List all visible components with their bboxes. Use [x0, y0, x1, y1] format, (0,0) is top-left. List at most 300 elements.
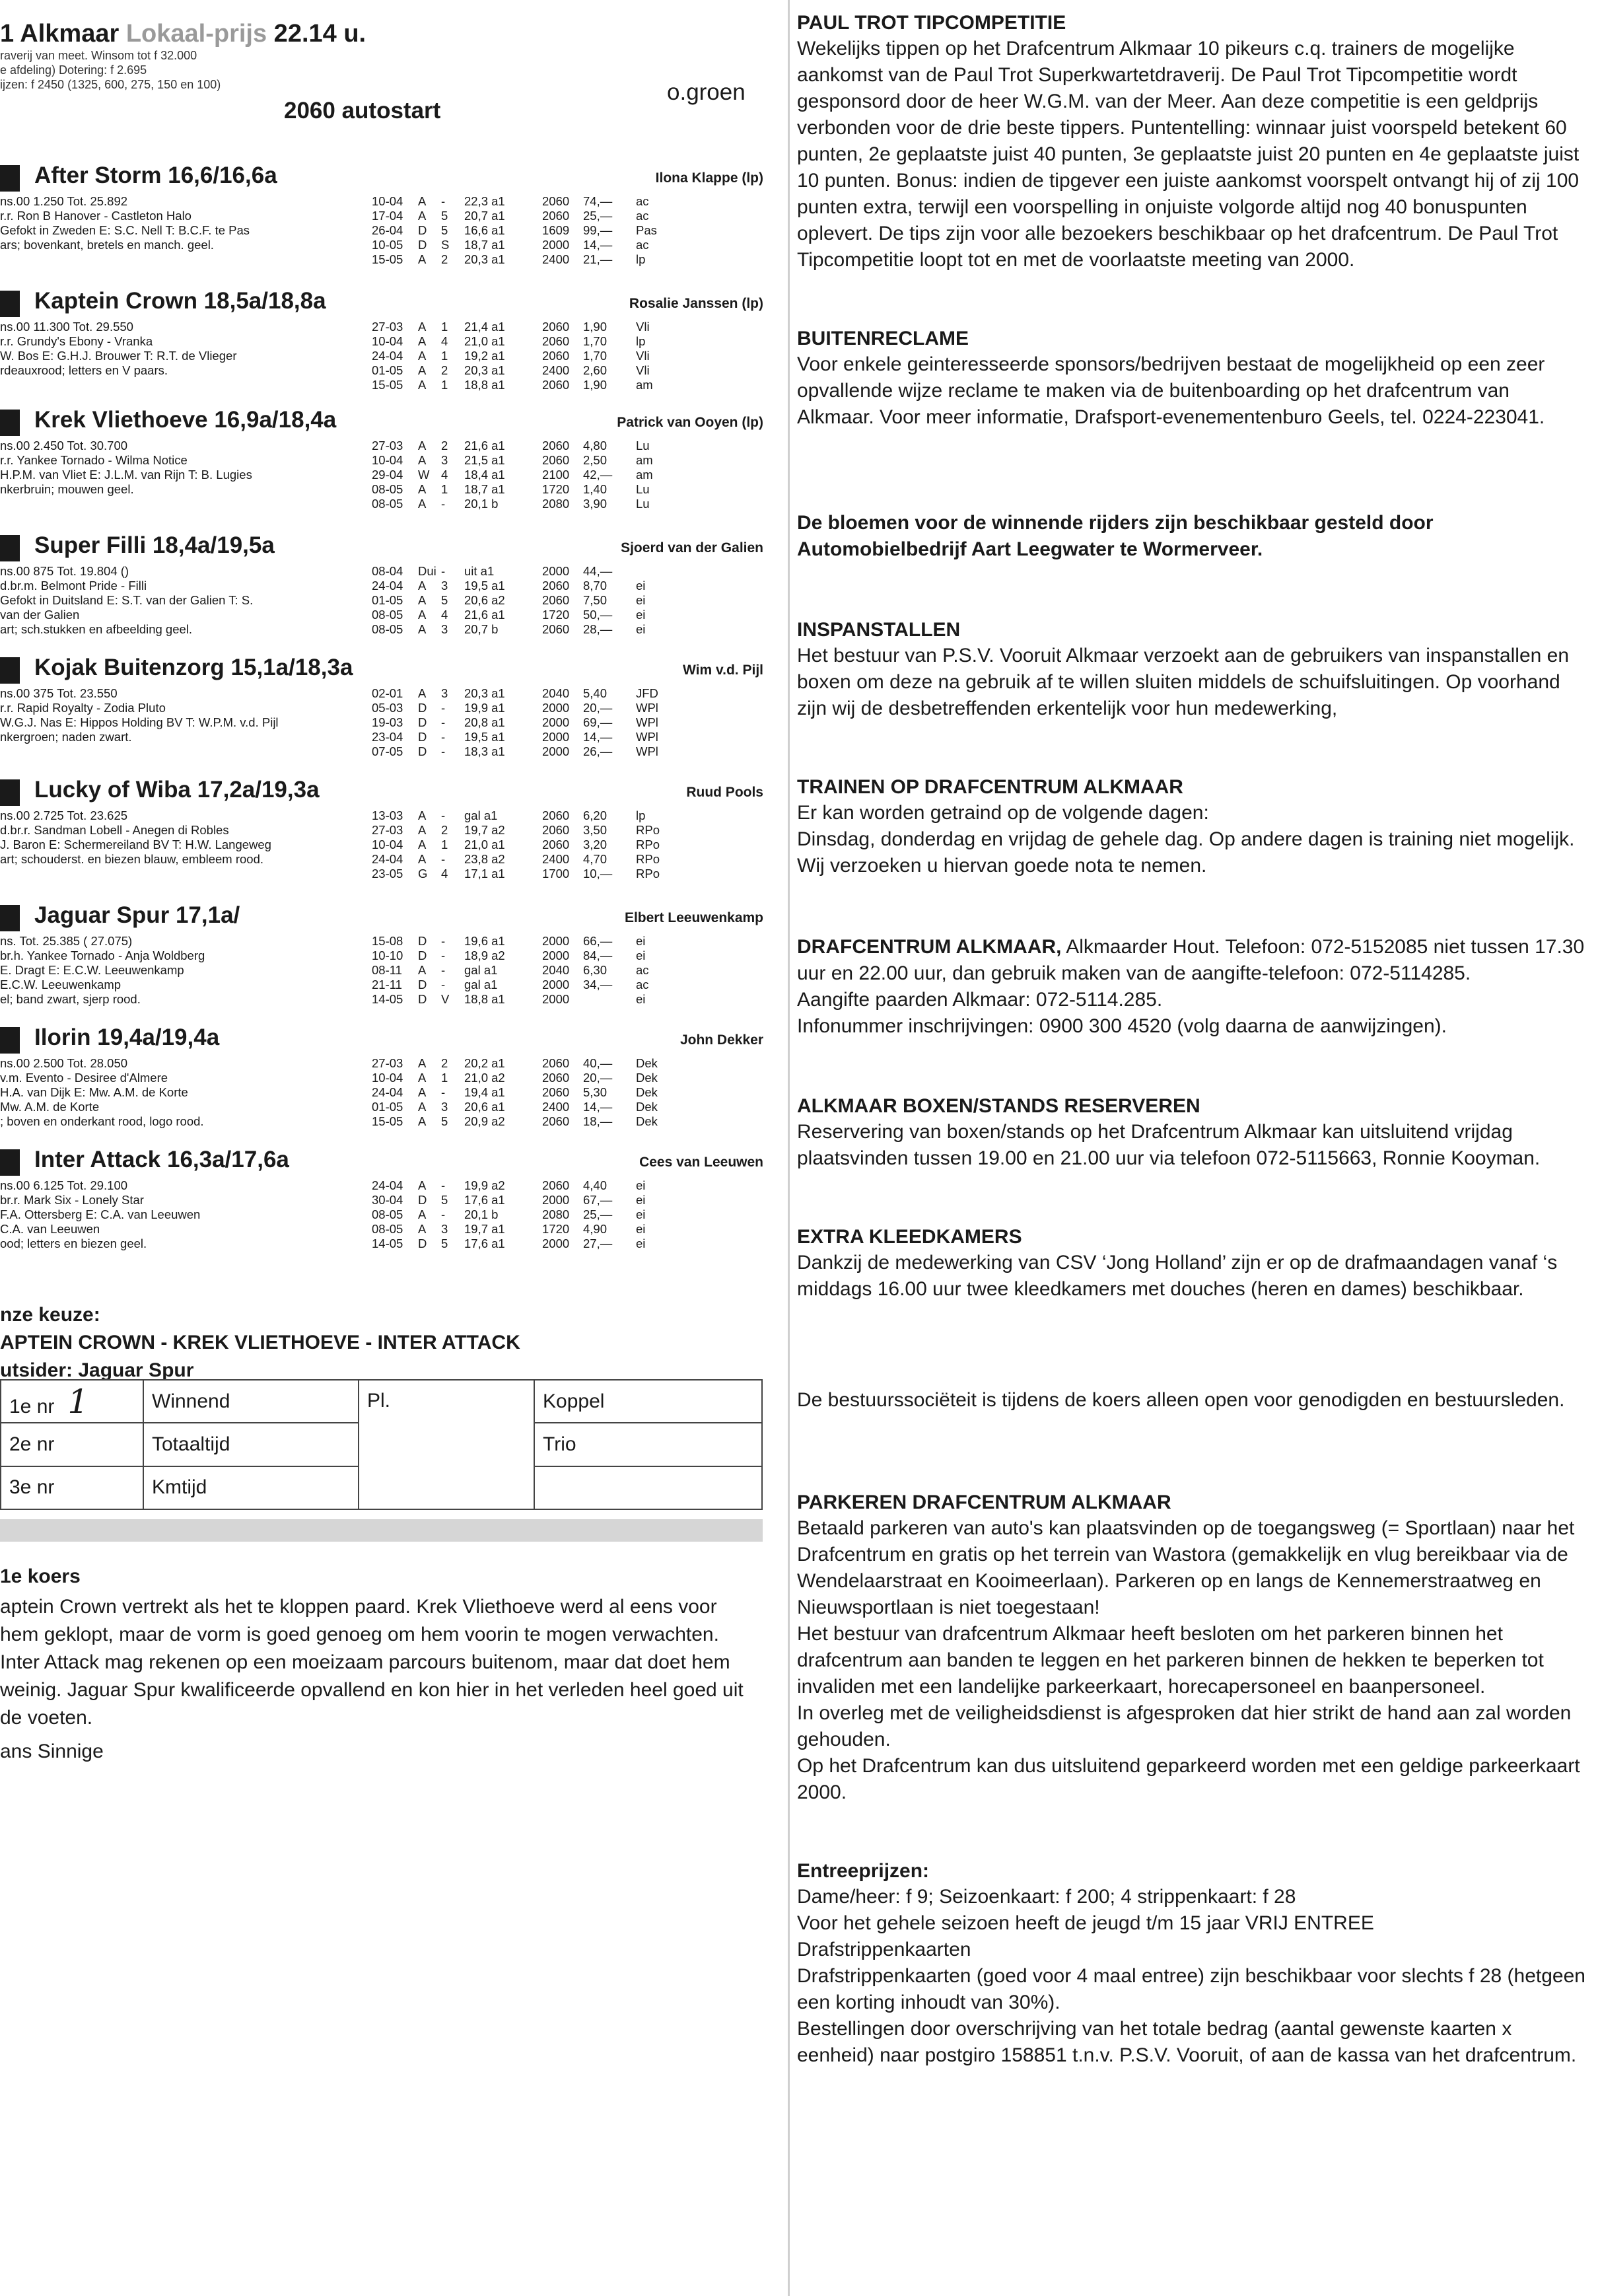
result-cell: A	[418, 1207, 427, 1221]
result-cell: 2060	[542, 622, 570, 636]
result-cell: 07-05	[372, 744, 403, 758]
horse-info-line: v.m. Evento - Desiree d'Almere	[0, 1071, 168, 1085]
horse-info	[0, 934, 366, 1007]
result-row	[372, 593, 715, 608]
result-cell: -	[441, 963, 446, 977]
result-cell: 5	[441, 593, 448, 607]
result-cell: 4,40	[583, 1178, 608, 1192]
result-cell: A	[418, 1056, 427, 1070]
result-row	[372, 744, 715, 759]
result-cell: Vli	[636, 349, 650, 363]
result-cell: A	[418, 1100, 427, 1114]
result-cell: 99,—	[583, 223, 613, 237]
result-cell: 2,50	[583, 453, 608, 467]
result-row	[372, 730, 715, 744]
horse-info-line: el; band zwart, sjerp rood.	[0, 992, 141, 1006]
section-buitenreclame	[797, 326, 1589, 431]
section-text: Dankzij de medewerking van CSV ‘Jong Holland’ zijn er op de drafmaandagen vanaf ‘s middags 16.00 uur twee kleedkamers met douches (heren en dames) beschikbaar.	[797, 1252, 1558, 1300]
section-entreeprijzen	[797, 1859, 1589, 2069]
horse-info	[0, 320, 366, 378]
section-tipcompetitie	[797, 11, 1589, 273]
result-cell: 14-05	[372, 1237, 403, 1250]
result-cell: 74,—	[583, 194, 613, 208]
result-cell: -	[441, 852, 446, 866]
result-cell: 2040	[542, 963, 570, 977]
horse-info-line: ns.00 375 Tot. 23.550	[0, 686, 118, 700]
result-cell: 18,8 a1	[464, 992, 505, 1006]
result-cell: 10-04	[372, 453, 403, 467]
race-column	[0, 0, 773, 2296]
result-row	[372, 1056, 715, 1071]
result-row	[372, 1237, 715, 1251]
result-cell: -	[441, 978, 446, 991]
result-cell: 19,6 a1	[464, 934, 505, 948]
horse-info-line: ns.00 875 Tot. 19.804 ()	[0, 564, 129, 578]
result-row	[372, 468, 715, 482]
race-preview-text: aptein Crown vertrekt als het te kloppen paard. Krek Vliethoeve werd al eens voor hem geklopt, maar de vorm is goed genoeg om hem voorin te mogen verwachten. Inter Attack mag rekenen op een moeizaam parcours buitenom, maar dat doet hem weinig. Jaguar Spur kwalificeerde opvallend en kon hier in het verleden heel goed uit de voeten.	[0, 1596, 744, 1729]
result-cell: 5	[441, 223, 448, 237]
result-cell: 2060	[542, 453, 570, 467]
result-cell: RPo	[636, 852, 660, 866]
section-kleedkamers	[797, 1225, 1589, 1303]
horse-info-line: br.r. Mark Six - Lonely Star	[0, 1193, 144, 1207]
result-cell: A	[418, 1114, 427, 1128]
result-cell: 4	[441, 334, 448, 348]
horse-number-block	[0, 291, 20, 317]
horse-entry	[0, 288, 766, 410]
bet-cell	[534, 1466, 762, 1509]
result-cell: V	[441, 992, 450, 1006]
horse-info-line: ns.00 2.725 Tot. 23.625	[0, 808, 128, 822]
result-cell: 2000	[542, 744, 570, 758]
result-cell: 08-05	[372, 1222, 403, 1236]
section-text: Het bestuur van drafcentrum Alkmaar heeft besloten om het parkeren binnen het drafcentrum aan banden te leggen en het parkeren binnen de hekken te beperken tot invaliden met een landelijke parkeerkaart, horecapersoneel en baanpersoneel.	[797, 1623, 1544, 1698]
result-cell: 2	[441, 1056, 448, 1070]
result-cell: ac	[636, 963, 649, 977]
section-inspanstallen	[797, 618, 1589, 722]
result-cell: 5	[441, 209, 448, 223]
result-row	[372, 715, 715, 730]
result-cell: ei	[636, 949, 646, 962]
section-text: Voor het gehele seizoen heeft de jeugd t/m 15 jaar VRIJ ENTREE	[797, 1912, 1374, 1934]
result-cell: 15-05	[372, 378, 403, 392]
result-cell: Vli	[636, 320, 650, 334]
result-cell: A	[418, 497, 427, 511]
section-text: De bloemen voor de winnende rijders zijn beschikbaar gesteld door Automobielbedrijf Aart Leegwater te Wormerveer.	[797, 512, 1434, 560]
result-cell: ei	[636, 579, 646, 592]
result-cell: ac	[636, 209, 649, 223]
result-row	[372, 194, 715, 209]
result-cell: 23,8 a2	[464, 852, 505, 866]
result-cell: 5,40	[583, 686, 608, 700]
result-cell: G	[418, 867, 428, 880]
result-cell: 10-05	[372, 238, 403, 252]
result-row	[372, 223, 715, 238]
horse-info-line: van der Galien	[0, 608, 80, 622]
result-cell: 4	[441, 608, 448, 622]
horse-info	[0, 1178, 366, 1251]
result-cell: 66,—	[583, 934, 613, 948]
result-cell: -	[441, 808, 446, 822]
horse-info-line: d.br.r. Sandman Lobell - Anegen di Robles	[0, 823, 229, 837]
horse-driver: Patrick van Ooyen (lp)	[617, 415, 763, 430]
result-cell: 2	[441, 823, 448, 837]
section-text: Voor enkele geinteresseerde sponsors/bedrijven bestaat de mogelijkheid op een zeer opvallende wijze reclame te maken via de buitenboarding op het drafcentrum van Alkmaar. Voor meer informatie, Drafsport-evenementenburo Geels, tel. 0224-223041.	[797, 353, 1545, 428]
result-row	[372, 1222, 715, 1237]
result-cell: A	[418, 579, 427, 592]
horse-entry	[0, 1024, 766, 1146]
horse-number-block	[0, 657, 20, 684]
result-cell: 4,80	[583, 439, 608, 452]
grey-divider-bar	[0, 1519, 763, 1542]
horse-number-block	[0, 410, 20, 436]
result-cell: 2000	[542, 701, 570, 715]
horse-entry	[0, 532, 766, 654]
section-text: In overleg met de veiligheidsdienst is afgesproken dat hier strikt de hand aan zal worden gehouden.	[797, 1702, 1572, 1750]
section-title: Entreeprijzen:	[797, 1860, 930, 1882]
horse-info	[0, 686, 366, 744]
result-cell: A	[418, 593, 427, 607]
bet-cell: 3e nr	[1, 1466, 143, 1509]
result-cell: Lu	[636, 482, 650, 496]
result-cell: 21,5 a1	[464, 453, 505, 467]
result-row	[372, 579, 715, 593]
result-cell: 2060	[542, 194, 570, 208]
horse-name: Kojak Buitenzorg 15,1a/18,3a	[34, 655, 353, 680]
result-cell: 19,5 a1	[464, 579, 505, 592]
result-cell: 24-04	[372, 1178, 403, 1192]
result-cell: 19,7 a2	[464, 823, 505, 837]
result-cell: 01-05	[372, 1100, 403, 1114]
horse-info-line: art; sch.stukken en afbeelding geel.	[0, 622, 193, 636]
result-cell: WPl	[636, 744, 658, 758]
result-cell: 08-05	[372, 608, 403, 622]
result-cell: 4,70	[583, 852, 608, 866]
result-cell: A	[418, 363, 427, 377]
result-cell: W	[418, 468, 430, 482]
author-signature: ans Sinnige	[0, 1740, 104, 1762]
result-cell: A	[418, 686, 427, 700]
result-cell: 24-04	[372, 1085, 403, 1099]
result-cell: A	[418, 608, 427, 622]
horse-info-line: W. Bos E: G.H.J. Brouwer T: R.T. de Vlieger	[0, 349, 237, 363]
horse-info-line: art; schouderst. en biezen blauw, embleem rood.	[0, 852, 264, 866]
horse-driver: Ilona Klappe (lp)	[655, 170, 763, 186]
result-cell: 1	[441, 1071, 448, 1085]
result-cell: -	[441, 564, 446, 578]
result-cell: 1,90	[583, 378, 608, 392]
result-cell: ei	[636, 622, 646, 636]
result-cell: am	[636, 468, 653, 482]
section-text: Betaald parkeren van auto's kan plaatsvinden op de toegangsweg (= Sportlaan) naar het Drafcentrum en gratis op het terrein van Wastora (gemakkelijk en vlug bereikbaar via de Wendelaarstraat en Kooimeerlaan). Parkeren op en langs de Kennemerstraatweg en Nieuwsportlaan is niet toegestaan!	[797, 1517, 1575, 1618]
result-cell: 21,6 a1	[464, 608, 505, 622]
result-cell: 1	[441, 482, 448, 496]
result-cell: 14,—	[583, 238, 613, 252]
race-sub-line: e afdeling) Dotering: f 2.695	[0, 63, 147, 77]
result-cell: gal a1	[464, 978, 498, 991]
section-title: BUITENRECLAME	[797, 328, 969, 349]
horse-info	[0, 808, 366, 867]
result-cell: 2080	[542, 497, 570, 511]
result-cell: 2000	[542, 934, 570, 948]
our-choice	[0, 1301, 520, 1384]
horse-info-line: nkerbruin; mouwen geel.	[0, 482, 134, 496]
result-cell: A	[418, 334, 427, 348]
race-title-ghost: Lokaal-prijs	[125, 20, 267, 48]
result-cell: 20,3 a1	[464, 363, 505, 377]
result-cell: 2060	[542, 439, 570, 452]
result-cell: 10-04	[372, 194, 403, 208]
result-cell: A	[418, 439, 427, 452]
result-cell: 10-04	[372, 1071, 403, 1085]
horse-info-line: r.r. Yankee Tornado - Wilma Notice	[0, 453, 188, 467]
horse-info	[0, 564, 366, 637]
result-cell: D	[418, 744, 427, 758]
horse-number-block	[0, 165, 20, 192]
result-cell: D	[418, 238, 427, 252]
result-cell: 21-11	[372, 978, 402, 991]
result-row	[372, 378, 715, 392]
result-cell: 17,1 a1	[464, 867, 505, 880]
result-cell: A	[418, 1178, 427, 1192]
horse-info-line: ns.00 11.300 Tot. 29.550	[0, 320, 133, 334]
result-row	[372, 1114, 715, 1129]
result-cell: 19,5 a1	[464, 730, 505, 744]
result-cell: -	[441, 1207, 446, 1221]
bet-cell: Totaaltijd	[143, 1423, 359, 1466]
result-cell: 1	[441, 378, 448, 392]
result-cell: 08-05	[372, 497, 403, 511]
result-cell: D	[418, 992, 427, 1006]
result-cell: 24-04	[372, 349, 403, 363]
result-cell: 14,—	[583, 1100, 613, 1114]
section-title: PAUL TROT TIPCOMPETITIE	[797, 12, 1066, 34]
result-cell: RPo	[636, 838, 660, 851]
result-cell: 3,90	[583, 497, 608, 511]
result-cell: 7,50	[583, 593, 608, 607]
result-row	[372, 349, 715, 363]
horse-info-line: J. Baron E: Schermereiland BV T: H.W. Langeweg	[0, 838, 271, 851]
result-cell: lp	[636, 808, 646, 822]
result-cell: 2000	[542, 978, 570, 991]
horse-entry	[0, 657, 766, 776]
horse-number-block	[0, 779, 20, 806]
result-cell: A	[418, 252, 427, 266]
result-cell: 14-05	[372, 992, 403, 1006]
result-cell: 21,6 a1	[464, 439, 505, 452]
section-text: Dinsdag, donderdag en vrijdag de gehele dag. Op andere dagen is training niet mogelijk. Wij verzoeken u hiervan goede nota te nemen.	[797, 828, 1575, 877]
section-text: Aangifte paarden Alkmaar: 072-5114.285.	[797, 989, 1163, 1011]
bet-cell: Trio	[534, 1423, 762, 1466]
result-cell: 27,—	[583, 1237, 613, 1250]
section-text: De bestuurssociëteit is tijdens de koers alleen open voor genodigden en bestuursleden.	[797, 1389, 1565, 1411]
result-cell: D	[418, 934, 427, 948]
race-sub-line: ijzen: f 2450 (1325, 600, 275, 150 en 100)	[0, 78, 221, 91]
horse-entry	[0, 1149, 766, 1268]
bet-cell: 2e nr	[1, 1423, 143, 1466]
result-cell: 2	[441, 252, 448, 266]
result-cell: 3,20	[583, 838, 608, 851]
result-cell: 1	[441, 349, 448, 363]
result-cell: 17-04	[372, 209, 403, 223]
result-cell: 17,6 a1	[464, 1237, 505, 1250]
race-title-time: 22.14 u.	[267, 20, 366, 48]
result-cell: 18,—	[583, 1114, 613, 1128]
result-row	[372, 852, 715, 867]
result-cell: 1700	[542, 867, 570, 880]
result-cell: 2000	[542, 1237, 570, 1250]
section-title: INSPANSTALLEN	[797, 619, 961, 641]
horse-results	[372, 686, 715, 759]
result-cell: 20,3 a1	[464, 252, 505, 266]
section-title: EXTRA KLEEDKAMERS	[797, 1226, 1022, 1248]
result-row	[372, 238, 715, 252]
result-cell: 20,6 a2	[464, 593, 505, 607]
result-cell: S	[441, 238, 450, 252]
result-cell: Vli	[636, 363, 650, 377]
result-cell: 19,2 a1	[464, 349, 505, 363]
result-row	[372, 497, 715, 511]
result-row	[372, 992, 715, 1007]
section-text: Het bestuur van P.S.V. Vooruit Alkmaar verzoekt aan de gebruikers van inspanstallen en boxen om deze na gebruik af te willen sluiten middels de schuifsluitingen. Op voorhand zijn wij de desbetreffenden erkentelijk voor hun medewerking,	[797, 645, 1570, 719]
horse-driver: John Dekker	[679, 1032, 763, 1048]
result-cell: 2,60	[583, 363, 608, 377]
result-cell: 27-03	[372, 1056, 403, 1070]
result-cell: ei	[636, 992, 646, 1006]
horse-number-block	[0, 1027, 20, 1054]
result-cell: 20,8 a1	[464, 715, 505, 729]
horse-info-line: ns.00 1.250 Tot. 25.892	[0, 194, 128, 208]
result-cell: ei	[636, 1207, 646, 1221]
section-title: ALKMAAR BOXEN/STANDS RESERVEREN	[797, 1095, 1200, 1117]
result-cell: 08-05	[372, 622, 403, 636]
result-row	[372, 439, 715, 453]
result-cell: lp	[636, 252, 646, 266]
horse-name: Super Filli 18,4a/19,5a	[34, 532, 275, 558]
result-cell: 1609	[542, 223, 570, 237]
result-cell: -	[441, 701, 446, 715]
result-cell: 3	[441, 1222, 448, 1236]
result-cell: 1,90	[583, 320, 608, 334]
result-cell: 2040	[542, 686, 570, 700]
result-cell: gal a1	[464, 808, 498, 822]
section-title: PARKEREN DRAFCENTRUM ALKMAAR	[797, 1491, 1171, 1513]
horse-results	[372, 808, 715, 881]
result-cell: am	[636, 453, 653, 467]
bet-form-table	[0, 1379, 763, 1510]
horse-entry	[0, 902, 766, 1024]
result-cell: 3	[441, 579, 448, 592]
result-cell: 2000	[542, 992, 570, 1006]
result-cell: 13-03	[372, 808, 403, 822]
result-cell: 50,—	[583, 608, 613, 622]
result-cell: 2060	[542, 1071, 570, 1085]
result-cell: 02-01	[372, 686, 403, 700]
result-cell: 19,4 a1	[464, 1085, 505, 1099]
result-cell: 2060	[542, 579, 570, 592]
result-cell: 1720	[542, 482, 570, 496]
section-text: Infonummer inschrijvingen: 0900 300 4520 (volg daarna de aanwijzingen).	[797, 1015, 1447, 1037]
horse-name: Ilorin 19,4a/19,4a	[34, 1024, 220, 1050]
result-row	[372, 949, 715, 963]
section-bloemen	[797, 510, 1589, 563]
result-cell: Dek	[636, 1056, 658, 1070]
horse-driver: Rosalie Janssen (lp)	[629, 296, 763, 311]
bet-cell: Pl.	[359, 1380, 534, 1509]
result-cell: 14,—	[583, 730, 613, 744]
result-cell: 20,6 a1	[464, 1100, 505, 1114]
result-cell: 3	[441, 686, 448, 700]
horse-info-line: r.r. Ron B Hanover - Castleton Halo	[0, 209, 191, 223]
result-cell: A	[418, 808, 427, 822]
result-cell: 15-05	[372, 1114, 403, 1128]
result-cell: 18,7 a1	[464, 482, 505, 496]
horse-info-line: ns.00 6.125 Tot. 29.100	[0, 1178, 128, 1192]
result-cell: 1720	[542, 1222, 570, 1236]
result-cell: 24-04	[372, 579, 403, 592]
result-cell: 20,7 b	[464, 622, 499, 636]
result-cell: 10-04	[372, 334, 403, 348]
result-cell: ac	[636, 238, 649, 252]
result-cell: 01-05	[372, 593, 403, 607]
result-cell: 2000	[542, 238, 570, 252]
result-cell: 2000	[542, 1193, 570, 1207]
section-text: Bestellingen door overschrijving van het totale bedrag (aantal gewenste kaarten x eenheid) naar postgiro 158851 t.n.v. P.S.V. Vooruit, of aan de kassa van het drafcentrum.	[797, 2018, 1577, 2066]
horse-info	[0, 1056, 366, 1129]
result-cell: 20,—	[583, 701, 613, 715]
horse-results	[372, 934, 715, 1007]
horse-results	[372, 320, 715, 392]
horse-results	[372, 194, 715, 267]
result-cell: 25,—	[583, 209, 613, 223]
result-cell: 15-08	[372, 934, 403, 948]
result-cell: Lu	[636, 497, 650, 511]
result-cell: ac	[636, 194, 649, 208]
horse-info-line: d.br.m. Belmont Pride - Filli	[0, 579, 147, 592]
result-cell: 2060	[542, 1056, 570, 1070]
result-row	[372, 482, 715, 497]
race-preview-title: 1e koers	[0, 1565, 81, 1587]
horse-results	[372, 1178, 715, 1251]
result-cell: 2060	[542, 1114, 570, 1128]
result-row	[372, 1178, 715, 1193]
result-cell: Dek	[636, 1085, 658, 1099]
result-cell: 2000	[542, 564, 570, 578]
result-row	[372, 934, 715, 949]
result-cell: 6,20	[583, 808, 608, 822]
result-cell: 2400	[542, 363, 570, 377]
horse-info-line: H.P.M. van Vliet E: J.L.M. van Rijn T: B. Lugies	[0, 468, 252, 482]
horse-info-line: ns.00 2.450 Tot. 30.700	[0, 439, 128, 452]
result-cell: 2000	[542, 730, 570, 744]
result-cell: 4	[441, 468, 448, 482]
result-cell: WPl	[636, 701, 658, 715]
result-cell: RPo	[636, 867, 660, 880]
result-row	[372, 334, 715, 349]
section-title: DRAFCENTRUM ALKMAAR,	[797, 936, 1062, 958]
result-cell: 27-03	[372, 439, 403, 452]
horse-info-line: ars; bovenkant, bretels en manch. geel.	[0, 238, 214, 252]
result-cell: 22,3 a1	[464, 194, 505, 208]
result-row	[372, 963, 715, 978]
result-cell: A	[418, 1085, 427, 1099]
horse-results	[372, 1056, 715, 1129]
result-cell: 2	[441, 363, 448, 377]
result-cell: 20,7 a1	[464, 209, 505, 223]
result-cell: ei	[636, 1222, 646, 1236]
section-text: Dame/heer: f 9; Seizoenkaart: f 200; 4 strippenkaart: f 28	[797, 1886, 1296, 1908]
result-cell: -	[441, 934, 446, 948]
